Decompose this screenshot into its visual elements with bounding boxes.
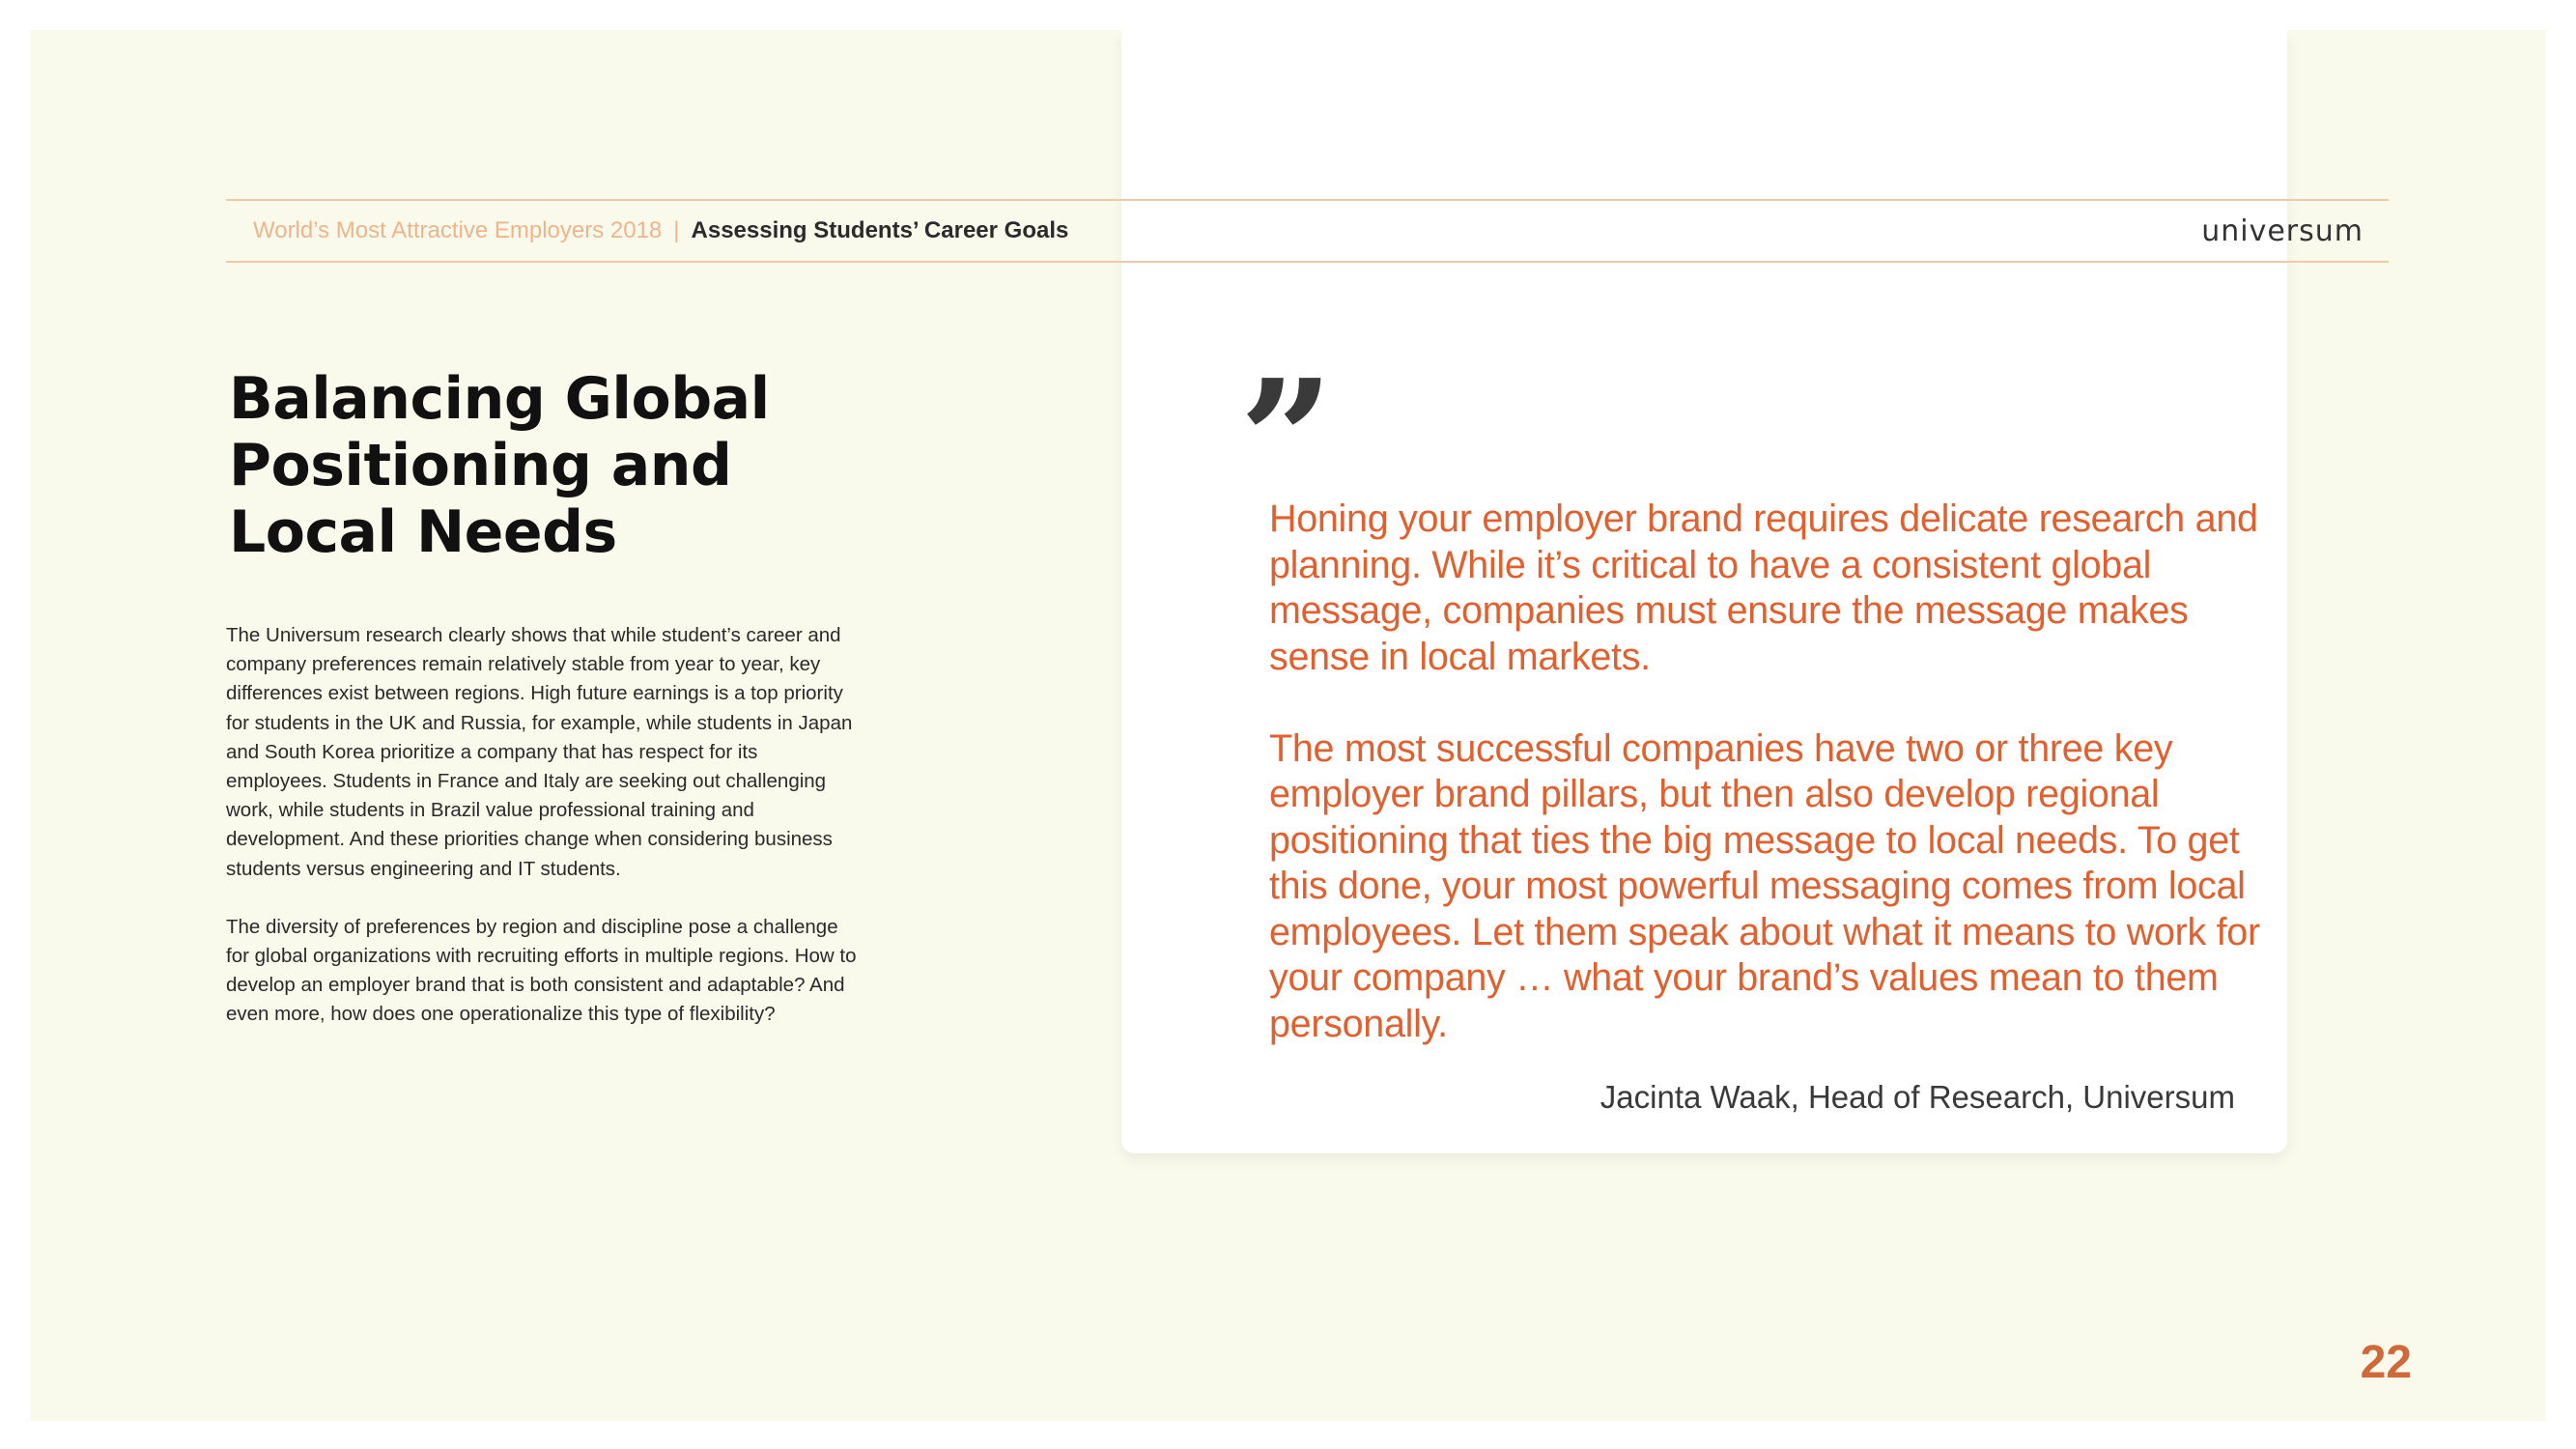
page	[30, 30, 2546, 1421]
page-heading: Balancing Global Positioning and Local Needs	[229, 365, 770, 566]
quote-attribution: Jacinta Waak, Head of Research, Universum	[1599, 1079, 2235, 1115]
quote-mark-icon: ”	[1239, 358, 1334, 465]
quote-paragraph-1: Honing your employer brand requires delicate research and planning. While it’s critical to have a consistent global message, companies must ensure the message makes sense in local markets.	[1269, 497, 2258, 678]
body-paragraph-1: The Universum research clearly shows that while student’s career and company preferences remain relatively stable from year to year, key differences exist between regions. High future earnings is a top priority for students in the UK and Russia, for example, while students in Japan and South Korea prioritize a company that has respect for its employees. Students in France and Italy are seeking out challenging work, while students in Brazil value professional training and development. And these priorities change when considering business students versus engineering and IT students.	[226, 624, 853, 880]
header-breadcrumb	[253, 217, 1068, 244]
page-number: 22	[2360, 1337, 2412, 1388]
report-title: World’s Most Attractive Employers 2018	[253, 217, 663, 243]
pull-quote	[1269, 497, 2293, 1094]
running-header	[226, 199, 2389, 263]
quote-paragraph-2: The most successful companies have two or three key employer brand pillars, but then also develop regional positioning that ties the big message to local needs. To get this done, your most powerful messaging comes from local employees. Let them speak about what it means to work for your company … what your brand’s values mean to them personally.	[1269, 726, 2260, 1045]
universum-logo: universum	[2201, 213, 2364, 248]
section-title: Assessing Students’ Career Goals	[691, 217, 1069, 243]
body-text	[226, 621, 863, 1059]
body-paragraph-2: The diversity of preferences by region and discipline pose a challenge for global organizations with recruiting efforts in multiple regions. How to develop an employer brand that is both consistent and adaptable? And even more, how does one operationalize this type of flexibility?	[226, 915, 857, 1026]
header-separator: |	[673, 217, 680, 243]
